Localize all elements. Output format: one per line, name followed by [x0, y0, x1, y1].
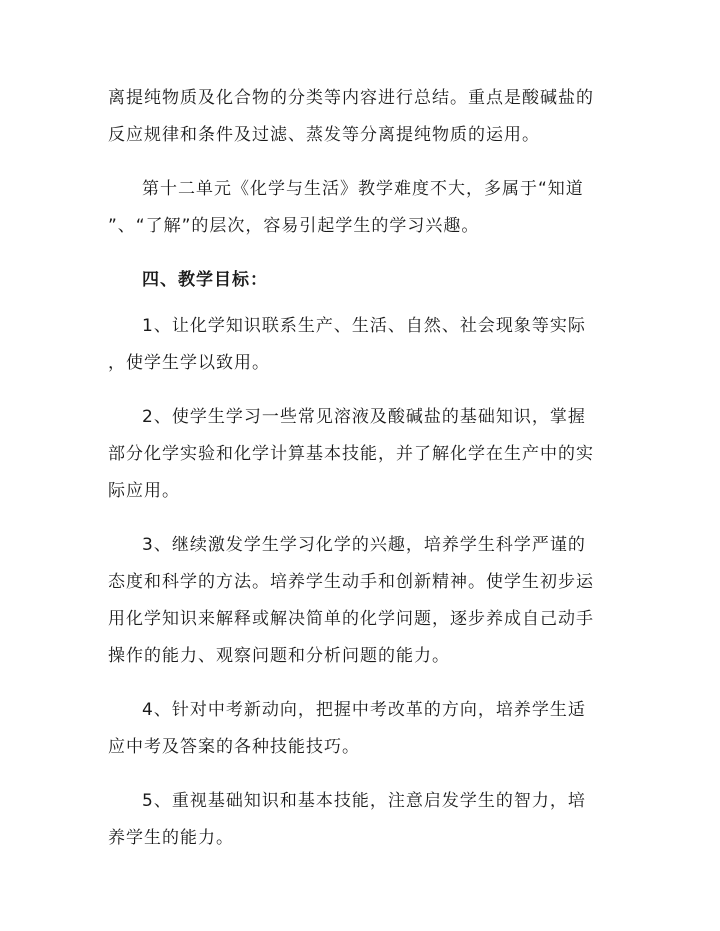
text-line: 4、针对中考新动向，把握中考改革的方向，培养学生适	[142, 700, 586, 720]
text-line: 1、让化学知识联系生产、生活、自然、社会现象等实际	[142, 316, 586, 336]
document-body	[108, 80, 616, 874]
text-line: 部分化学实验和化学计算基本技能，并了解化学在生产中的实	[108, 444, 594, 464]
text-line: 5、重视基础知识和基本技能，注意启发学生的智力，培	[142, 791, 586, 811]
text-line: ”、“了解”的层次，容易引起学生的学习兴趣。	[108, 216, 480, 236]
text-line: 反应规律和条件及过滤、蒸发等分离提纯物质的运用。	[108, 125, 540, 145]
text-line: 操作的能力、观察问题和分析问题的能力。	[108, 646, 450, 666]
text-line: ，使学生学以致用。	[108, 353, 270, 373]
section-heading-teaching-goals	[108, 262, 616, 299]
text-line: 离提纯物质及化合物的分类等内容进行总结。重点是酸碱盐的	[108, 88, 594, 108]
text-line: 应中考及答案的各种技能技巧。	[108, 737, 360, 757]
text-line: 2、使学生学习一些常见溶液及酸碱盐的基础知识，掌握	[142, 407, 586, 427]
text-line: 养学生的能力。	[108, 828, 234, 848]
text-line: 际应用。	[108, 481, 180, 501]
text-line: 第十二单元《化学与生活》教学难度不大，多属于“知道	[142, 179, 584, 199]
text-line: 态度和科学的方法。培养学生动手和创新精神。使学生初步运	[108, 572, 594, 592]
paragraph-unit-twelve	[108, 171, 616, 245]
text-line: 3、继续激发学生学习化学的兴趣，培养学生科学严谨的	[142, 535, 586, 555]
goal-item-5	[108, 783, 616, 857]
text-line: 用化学知识来解释或解决简单的化学问题，逐步养成自己动手	[108, 609, 594, 629]
goal-item-4	[108, 692, 616, 766]
paragraph-summary-continued	[108, 80, 616, 154]
heading-text: 四、教学目标：	[142, 270, 268, 290]
goal-item-3	[108, 527, 616, 675]
goal-item-1	[108, 308, 616, 382]
goal-item-2	[108, 399, 616, 510]
